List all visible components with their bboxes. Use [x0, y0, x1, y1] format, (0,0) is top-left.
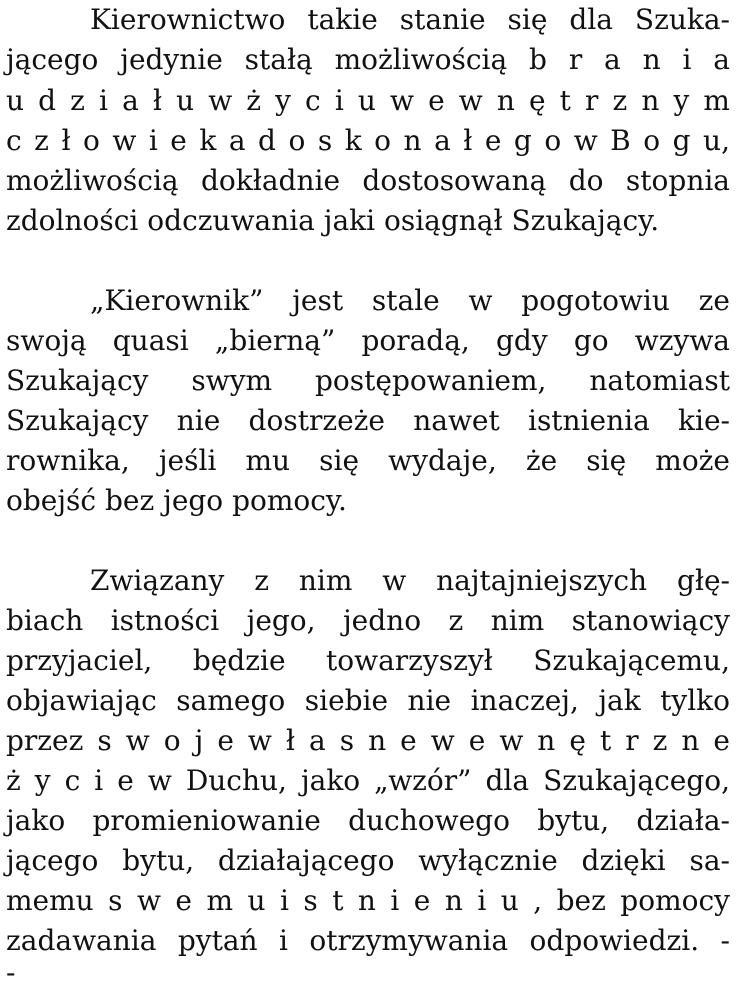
- text-line: u d z i a ł u w ż y c i u w e w n ę t r z n y m: [6, 84, 730, 117]
- text-line: obejść bez jego pomocy.: [6, 484, 347, 517]
- text-line: Kierownictwo takie stanie się dla Szuka-: [90, 3, 730, 36]
- text-line: swoją quasi „bierną” poradą, gdy go wzywa: [6, 324, 730, 357]
- text-line: biach istności jego, jedno z nim stanowiący: [6, 604, 730, 637]
- text-line: przez s w o j e w ł a s n e w e w n ę t r z n e: [6, 724, 730, 757]
- text-line: przyjaciel, będzie towarzyszył Szukającemu,: [6, 644, 730, 677]
- text-line: -: [6, 956, 16, 989]
- text-line: Związany z nim w najtajniejszych głę-: [90, 564, 730, 597]
- text-line: zadawania pytań i otrzymywania odpowiedzi. -: [6, 924, 730, 957]
- text-line: c z ł o w i e k a d o s k o n a ł e g o w B o g u,: [6, 124, 730, 157]
- text-line: objawiając samego siebie nie inaczej, jak tylko: [6, 684, 730, 717]
- text-line: możliwością dokładnie dostosowaną do stopnia: [6, 164, 730, 197]
- text-line: rownika, jeśli mu się wydaje, że się może: [6, 444, 730, 477]
- text-line: „Kierownik” jest stale w pogotowiu ze: [90, 284, 730, 317]
- text-line: Szukający nie dostrzeże nawet istnienia kie-: [6, 404, 730, 437]
- text-line: jącego bytu, działającego wyłącznie dzięki sa-: [6, 844, 730, 877]
- text-line: memu s w e m u i s t n i e n i u , bez pomocy: [6, 884, 730, 917]
- text-line: jako promieniowanie duchowego bytu, działa-: [6, 804, 730, 837]
- text-line: ż y c i e w Duchu, jako „wzór” dla Szukającego,: [6, 764, 730, 797]
- text-line: zdolności odczuwania jaki osiągnął Szukający.: [6, 204, 660, 237]
- text-line: Szukający swym postępowaniem, natomiast: [6, 364, 730, 397]
- text-line: jącego jedynie stałą możliwością b r a n i a: [6, 43, 730, 76]
